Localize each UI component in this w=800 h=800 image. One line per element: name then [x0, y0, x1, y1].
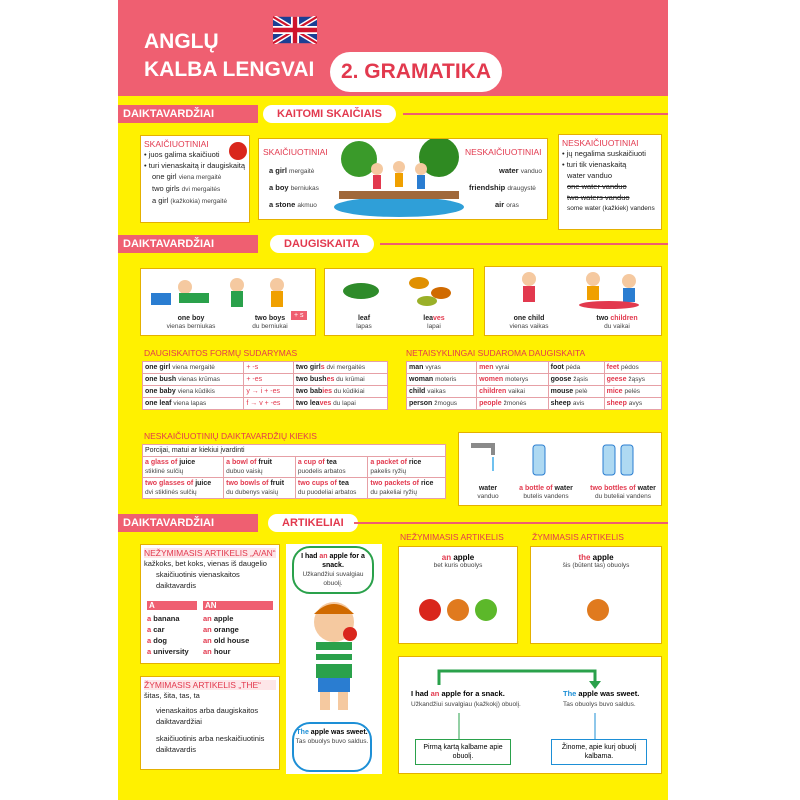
leaf-pictures [324, 268, 474, 336]
cell-quantity: two packets of [370, 480, 421, 487]
table-cell [477, 362, 549, 374]
caption-ending: ves [433, 315, 445, 322]
quantity-table [142, 444, 446, 499]
example-en: one girl [152, 172, 177, 181]
sentence-text: I had [411, 689, 431, 698]
children-on-bridge-illustration [329, 139, 469, 219]
article: a [147, 625, 154, 634]
cell-en: juice [179, 459, 196, 466]
cell-lt: du pakeliai ryžių [370, 489, 417, 496]
header-banner [118, 0, 668, 96]
water-bottles-illustration [463, 437, 659, 479]
apple-icon [475, 599, 497, 621]
irregular-plural-table [406, 361, 662, 410]
a-example [147, 624, 201, 635]
table-row [143, 398, 388, 410]
explanation-box-1: Pirmą kartą kalbame apie obuolį. [415, 739, 511, 765]
section-pill: 2. GRAMATIKA [330, 52, 502, 92]
cell-lt: stiklinė sulčių [145, 468, 184, 475]
boy-eating-apple-illustration [294, 598, 374, 718]
cell-lt: moterys [505, 376, 529, 383]
col-a-header: A [147, 601, 197, 610]
article-the: The [563, 689, 577, 698]
table-cell [293, 362, 387, 374]
noun: orange [213, 625, 239, 634]
cell-ending: es [326, 376, 335, 383]
bubble-lt: Tas obuolys buvo saldus. [295, 738, 369, 745]
table-cell [143, 362, 244, 374]
definite-title: ŽYMIMASIS ARTIKELIS „THE“ [144, 680, 276, 690]
meaning: bet kuris obuolys [433, 562, 483, 569]
cell-lt: du puodeliai arbatos [297, 489, 357, 496]
section-line [380, 243, 668, 245]
a-examples [147, 613, 201, 657]
cell-en: mice [606, 388, 625, 395]
cell-en: tea [326, 459, 337, 466]
caption-en: two boys [254, 315, 286, 322]
example-wrong: one water vanduo [567, 182, 627, 191]
table-cell: y → i + -es [244, 386, 293, 398]
cell-lt: vyras [425, 364, 441, 371]
definite-usage-1: vienaskaitos arba daugiskaitos daiktavardžiai [156, 706, 259, 726]
cell-lt: pelės [624, 388, 641, 395]
table-cell [604, 362, 661, 374]
section-bar-3: DAIKTAVARDŽIAI [118, 514, 258, 532]
cell-en: two bush [295, 376, 327, 383]
indefinite-example [398, 546, 518, 644]
uncountable-rule-1: • jų negalima suskaičiuoti [562, 149, 646, 158]
countable-uncountable-box [258, 138, 548, 220]
table-header: Porcijai, matui ar kiekiui įvardinti [143, 445, 446, 457]
meaning: šis (būtent tas) obuolys [562, 562, 630, 569]
cell-lt: viena lapas [173, 400, 207, 407]
cell-quantity: two cups of [297, 480, 339, 487]
table-cell [143, 457, 224, 478]
forms-title: DAUGISKAITOS FORMŲ SUDARYMAS [144, 348, 298, 358]
an-examples [203, 613, 277, 657]
caption-en: water [637, 485, 656, 492]
noun: old house [213, 636, 250, 645]
apple-icon [587, 599, 609, 621]
table-row [143, 478, 446, 499]
table-cell [477, 374, 549, 386]
cell-quantity: a bowl of [226, 459, 259, 466]
cell-en: feet [606, 364, 622, 371]
sentence-lt: Tas obuolys buvo saldus. [563, 701, 636, 708]
table-cell: + -s [244, 362, 293, 374]
cell-en: two bab [295, 388, 323, 395]
speech-bubble-2 [292, 722, 372, 772]
uncountable-rule-2: • turi tik vienaskaitą [562, 160, 627, 169]
table-cell [293, 386, 387, 398]
sentence-example [398, 656, 662, 774]
example-lt: oras [506, 202, 519, 209]
example-lt: dvi mergaitės [181, 186, 221, 193]
cell-en: children [479, 388, 509, 395]
table-cell [604, 398, 661, 410]
countable-rule-1: • juos galima skaičiuoti [144, 150, 220, 159]
table-cell [548, 386, 604, 398]
apple-icon [419, 599, 441, 621]
sentence-text: apple for a snack. [439, 689, 505, 698]
example-en: a girl [152, 196, 169, 205]
article: an [203, 636, 214, 645]
cell-lt: dvi stiklinės sulčių [145, 489, 197, 496]
example: some water (kažkiek) vandens [567, 205, 655, 212]
example-en: friendship [469, 183, 506, 192]
example-lt: vanduo [520, 168, 543, 175]
cell-en: person [409, 400, 435, 407]
definite-article-box [140, 676, 280, 770]
table-row [143, 457, 446, 478]
example-en: two girls [152, 184, 180, 193]
caption-quantity: two bottles of [590, 485, 638, 492]
a-example [147, 635, 201, 646]
caption-lt: vienas berniukas [166, 323, 216, 330]
cell-en: goose [550, 376, 574, 383]
cell-en: women [479, 376, 506, 383]
caption-en: two [596, 315, 611, 322]
example-en: air [495, 200, 505, 209]
bubble-text: apple was sweet. [308, 729, 368, 736]
table-cell [368, 457, 446, 478]
cell-lt: vienas krūmas [178, 376, 220, 383]
cell-lt: dubuo vaisių [226, 468, 263, 475]
caption-en: water [554, 485, 573, 492]
cell-ending: ves [319, 400, 332, 407]
table-cell [224, 457, 296, 478]
table-header-row [143, 445, 446, 457]
table-cell [604, 386, 661, 398]
explanation-box-2: Žinome, apie kurį obuolį kalbama. [551, 739, 647, 765]
cell-en: sheep [606, 400, 629, 407]
a-example [147, 646, 201, 657]
table-row [407, 386, 662, 398]
plural-forms-table [142, 361, 388, 410]
apple-icon [447, 599, 469, 621]
cell-quantity: two bowls of [226, 480, 271, 487]
example-en: a boy [269, 183, 289, 192]
article: an [203, 625, 214, 634]
cell-en: two lea [295, 400, 320, 407]
indefinite-title: NEŽYMIMASIS ARTIKELIS „A/AN“ [144, 548, 276, 558]
example-wrong: two waters vanduo [567, 193, 630, 202]
bubble-lt: Užkandžiui suvalgiau obuolį. [302, 571, 364, 587]
cell-ending: ies [322, 388, 333, 395]
cell-quantity: a glass of [145, 459, 180, 466]
cell-lt: pėda [565, 364, 581, 371]
example-lt: berniukas [290, 185, 319, 192]
countable-box [140, 135, 250, 223]
table-cell [293, 374, 387, 386]
caption-quantity: a bottle of [519, 485, 555, 492]
noun: car [153, 625, 165, 634]
table-row [407, 398, 662, 410]
cell-lt: viena mergaitė [172, 364, 215, 371]
cell-ending: s [320, 364, 325, 371]
cell-en: child [409, 388, 428, 395]
title-line-2: KALBA LENGVAI [144, 58, 315, 81]
countable-rule-2: • turi vienaskaitą ir daugiskaitą [144, 161, 246, 170]
cell-en: juice [195, 480, 212, 487]
table-cell [477, 398, 549, 410]
cell-lt: vaikas [427, 388, 446, 395]
table-cell [604, 374, 661, 386]
caption-lt: lapai [427, 323, 441, 330]
table-cell: + -es [244, 374, 293, 386]
article: an [203, 614, 214, 623]
title-line-1: ANGLŲ [144, 30, 219, 53]
caption-en: lea [423, 315, 434, 322]
table-row [143, 362, 388, 374]
uncountable-title: NESKAIČIUOTINIAI [465, 147, 542, 157]
cell-en: fruit [270, 480, 285, 487]
table-cell [143, 374, 244, 386]
caption-lt: du buteliai vandens [594, 493, 651, 500]
caption-en: one child [513, 315, 545, 322]
an-example [203, 613, 277, 624]
cell-en: people [479, 400, 504, 407]
cell-quantity: a packet of [370, 459, 409, 466]
table-cell [477, 386, 549, 398]
table-cell [295, 478, 367, 499]
section-pill-3: ARTIKELIAI [268, 514, 358, 532]
cell-lt: avis [572, 400, 585, 407]
cell-en: one leaf [145, 400, 174, 407]
cell-en: rice [420, 480, 434, 487]
caption-lt: lapas [356, 323, 372, 330]
water-pictures [458, 432, 662, 506]
article: a [147, 647, 154, 656]
table-cell: f → v + -es [244, 398, 293, 410]
section-bar-1: DAIKTAVARDŽIAI [118, 105, 258, 123]
caption-lt: du vaikai [604, 323, 630, 330]
apple-icon [229, 142, 247, 160]
example-lt: mergaitė [289, 168, 315, 175]
section-line [403, 113, 668, 115]
caption-en: leaf [357, 315, 371, 322]
cell-lt: puodelis arbatos [297, 468, 346, 475]
cell-en: one baby [145, 388, 178, 395]
definite-example [530, 546, 662, 644]
an-example [203, 646, 277, 657]
cell-quantity: a cup of [297, 459, 327, 466]
caption-lt: du berniukai [252, 323, 288, 330]
example-lt: akmuo [297, 202, 317, 209]
table-cell [548, 374, 604, 386]
leaf-illustration [331, 273, 471, 307]
uncountable-box [558, 134, 662, 230]
indefinite-usage: skaičiuotinis vienaskaitos daiktavardis [156, 570, 240, 590]
boys-pictures [140, 268, 316, 336]
table-cell [143, 478, 224, 499]
uncountable-title-2: NESKAIČIUOTINIAI [562, 138, 639, 148]
cell-lt: žmonės [503, 400, 527, 407]
noun: banana [153, 614, 180, 623]
noun: apple [590, 553, 614, 562]
caption-lt: vienas vaikas [509, 323, 549, 330]
table-cell [548, 398, 604, 410]
article-an: an [430, 689, 440, 698]
quantity-title: NESKAIČIUOTINIŲ DAIKTAVARDŽIŲ KIEKIS [144, 431, 317, 441]
table-cell [548, 362, 604, 374]
cell-en: one bush [145, 376, 179, 383]
table-cell [407, 362, 477, 374]
example: water vanduo [567, 171, 613, 180]
noun: apple [451, 553, 475, 562]
irregular-title: NETAISYKLINGAI SUDAROMA DAUGISKAITA [406, 348, 586, 358]
caption-en: water [478, 485, 498, 492]
indefinite-article-box [140, 544, 280, 664]
article: a [147, 636, 154, 645]
cell-en: man [409, 364, 426, 371]
table-cell [224, 478, 296, 499]
indefinite-meaning: kažkoks, bet koks, vienas iš daugelio [144, 559, 267, 568]
cell-en: sheep [550, 400, 573, 407]
cell-quantity: two glasses of [145, 480, 196, 487]
sentence-1 [411, 689, 521, 710]
example-en: water [499, 166, 519, 175]
caption-lt: vanduo [477, 493, 499, 500]
table-cell [295, 457, 367, 478]
sentence-text: apple was sweet. [576, 689, 640, 698]
cell-lt: pėdos [621, 364, 639, 371]
caption-lt: butelis vandens [523, 493, 569, 500]
cell-en: woman [409, 376, 436, 383]
cell-lt: moteris [435, 376, 457, 383]
cell-lt: žąsys [628, 376, 646, 383]
neh-title: NEŽYMIMASIS ARTIKELIS [400, 532, 504, 542]
noun: dog [153, 636, 168, 645]
table-cell [368, 478, 446, 499]
cell-en: rice [408, 459, 422, 466]
article-the: the [578, 553, 591, 562]
cell-lt: avys [628, 400, 643, 407]
cell-en: mouse [550, 388, 576, 395]
cell-lt: pakelis ryžių [370, 468, 407, 475]
bubble-text: I had [301, 553, 320, 560]
boy-panel [286, 544, 382, 774]
boys-illustration [145, 273, 315, 311]
table-row [143, 374, 388, 386]
noun: apple [213, 614, 234, 623]
col-an-header: AN [203, 601, 273, 610]
countable-title: SKAIČIUOTINIAI [144, 139, 209, 149]
noun: university [153, 647, 189, 656]
section-bar-2: DAIKTAVARDŽIAI [118, 235, 258, 253]
cell-lt: du kūdikiai [332, 388, 365, 395]
zym-title: ŽYMIMASIS ARTIKELIS [532, 532, 624, 542]
bubble-article: an [319, 553, 328, 560]
cell-lt: dvi mergaitės [324, 364, 366, 371]
caption-ending: children [610, 315, 638, 322]
noun: hour [213, 647, 231, 656]
example-lt: viena mergaitė [178, 174, 222, 181]
section-pill-2: DAUGISKAITA [270, 235, 374, 253]
cell-lt: viena kūdikis [177, 388, 215, 395]
speech-bubble-1 [292, 546, 374, 594]
table-row [407, 374, 662, 386]
example-en: a stone [269, 200, 296, 209]
cell-lt: pelė [575, 388, 588, 395]
cell-en: foot [550, 364, 566, 371]
cell-en: geese [606, 376, 629, 383]
table-cell [407, 386, 477, 398]
table-cell [293, 398, 387, 410]
cell-en: two girl [295, 364, 321, 371]
bubble-article: The [296, 729, 309, 736]
example-lt: (kažkokia) mergaitė [170, 198, 228, 205]
example-en: a girl [269, 166, 287, 175]
a-example [147, 613, 201, 624]
caption-en: one boy [177, 315, 205, 322]
cell-lt: žąsis [573, 376, 589, 383]
uk-flag-icon [273, 16, 317, 44]
table-cell [143, 398, 244, 410]
cell-lt: du dubenys vaisių [226, 489, 279, 496]
children-pictures [484, 266, 662, 336]
cell-en: one girl [145, 364, 173, 371]
sentence-lt: Užkandžiui suvalgiau (kažkokį) obuolį. [411, 701, 521, 708]
table-cell [407, 398, 477, 410]
cell-lt: du krūmai [334, 376, 365, 383]
cell-en: tea [338, 480, 349, 487]
sentence-2 [563, 689, 639, 710]
cell-en: fruit [258, 459, 273, 466]
article: a [147, 614, 154, 623]
cell-en: men [479, 364, 496, 371]
definite-usage-2: skaičiuotinis arba neskaičiuotinis daiktavardis [156, 734, 265, 754]
poster [118, 0, 668, 800]
definite-meaning: šitas, šita, tas, ta [144, 691, 200, 700]
an-example [203, 635, 277, 646]
an-example [203, 624, 277, 635]
plus-s-badge: + s [291, 311, 307, 320]
article: an [203, 647, 214, 656]
table-row [143, 386, 388, 398]
cell-lt: vaikai [508, 388, 525, 395]
table-cell [407, 374, 477, 386]
countable-title-2: SKAIČIUOTINIAI [263, 147, 328, 157]
table-row [407, 362, 662, 374]
bubble-text: apple for a snack. [322, 553, 365, 569]
cell-lt: žmogus [434, 400, 458, 407]
cell-lt: du lapai [331, 400, 356, 407]
section-pill-1: KAITOMI SKAIČIAIS [263, 105, 396, 123]
playground-illustration [489, 269, 659, 309]
section-line [354, 522, 668, 524]
example-lt: draugystė [507, 185, 536, 192]
cell-lt: vyrai [495, 364, 510, 371]
table-cell [143, 386, 244, 398]
article-an: an [441, 553, 452, 562]
